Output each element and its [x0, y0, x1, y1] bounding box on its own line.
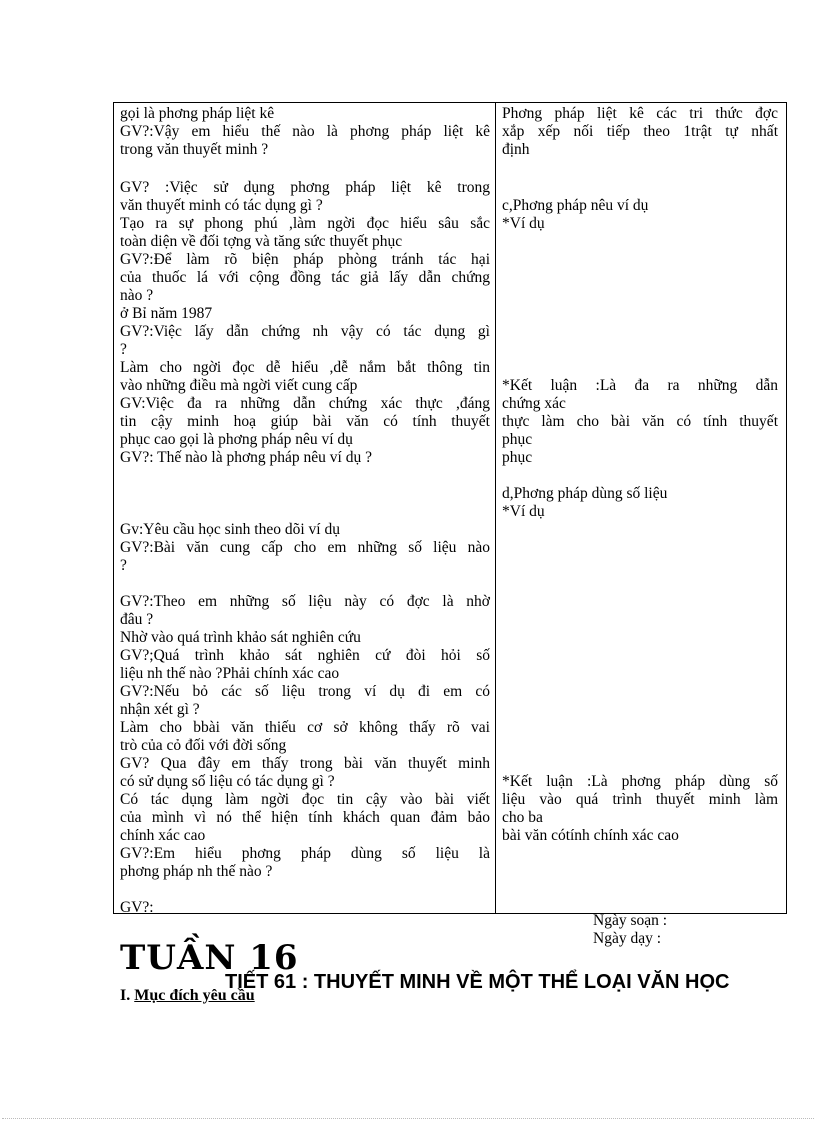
- teacher-line: văn thuyết minh có tác dụng gì ?: [120, 197, 323, 214]
- teacher-line: chính xác cao: [120, 827, 206, 844]
- content-line: thực làm cho bài văn có tính thuyết: [502, 413, 778, 430]
- teacher-line: GV?:Việc lấy dẫn chứng nh vậy có tác dụng gì: [120, 323, 490, 340]
- teacher-line: liệu nh thế nào ?Phải chính xác cao: [120, 665, 340, 682]
- teacher-line: phơng pháp nh thế nào ?: [120, 863, 273, 880]
- teacher-line: ở Bỉ năm 1987: [120, 305, 213, 322]
- section-number: I.: [120, 987, 135, 1004]
- content-line: d,Phơng pháp dùng số liệu: [502, 485, 668, 502]
- teacher-line: Có tác dụng làm ngời đọc tin cậy vào bài viết: [120, 791, 490, 808]
- teacher-line: GV?:Bài văn cung cấp cho em những số liệu nào: [120, 539, 490, 556]
- teacher-line: nhận xét gì ?: [120, 701, 200, 718]
- teacher-line: của mình vì nó thể hiện tính khách quan đảm bảo: [120, 809, 490, 826]
- content-line: cho ba: [502, 809, 543, 826]
- teacher-line: GV?:Vậy em hiểu thế nào là phơng pháp liệt kê: [120, 123, 490, 140]
- teacher-line: ?: [120, 341, 127, 358]
- teacher-line: GV?: Thế nào là phơng pháp nêu ví dụ ?: [120, 449, 372, 466]
- teacher-line: ?: [120, 557, 127, 574]
- teacher-line: trong văn thuyết minh ?: [120, 141, 269, 158]
- week-heading: TUẦN 16: [120, 938, 299, 978]
- teacher-line: GV?:Để làm rõ biện pháp phòng tránh tác hại: [120, 251, 490, 268]
- lesson-table: [113, 102, 787, 914]
- content-line: *Kết luận :Là phơng pháp dùng số: [502, 773, 778, 790]
- teacher-line: Gv:Yêu cầu học sinh theo dõi ví dụ: [120, 521, 340, 538]
- content-line: chứng xác: [502, 395, 566, 412]
- teacher-line: GV?:Nếu bỏ các số liệu trong ví dụ đi em có: [120, 683, 490, 700]
- teacher-line: gọi là phơng pháp liệt kê: [120, 105, 275, 122]
- content-line: xắp xếp nối tiếp theo 1trật tự nhất: [502, 123, 778, 140]
- teacher-line: GV?;Quá trình khảo sát nghiên cứ đòi hỏi số: [120, 647, 490, 664]
- prep-date-label: Ngày soạn :: [593, 912, 668, 929]
- teacher-line: Nhờ vào quá trình khảo sát nghiên cứu: [120, 629, 361, 646]
- content-line: c,Phơng pháp nêu ví dụ: [502, 197, 649, 214]
- page-edge: [2, 1118, 814, 1119]
- teacher-line: tin cậy minh hoạ giúp bài văn có tính thuyết: [120, 413, 490, 430]
- teacher-line: đâu ?: [120, 611, 154, 628]
- teacher-line: toàn diện về đối tợng và tăng sức thuyết phục: [120, 233, 403, 250]
- teacher-line: Làm cho bbài văn thiếu cơ sở không thấy rõ vai: [120, 719, 490, 736]
- lesson-title: TIẾT 61 : THUYẾT MINH VỀ MỘT THỂ LOẠI VĂN HỌC: [225, 971, 730, 993]
- column-divider: [495, 103, 496, 913]
- teacher-line: GV?:Em hiểu phơng pháp dùng số liệu là: [120, 845, 490, 862]
- content-line: *Ví dụ: [502, 215, 545, 232]
- content-line: *Kết luận :Là đa ra những dẫn: [502, 377, 778, 394]
- teacher-line: của thuốc lá với cộng đồng tác giả lấy dẫn chứng: [120, 269, 490, 286]
- content-line: liệu vào quá trình thuyết minh làm: [502, 791, 778, 808]
- teacher-line: có sử dụng số liệu có tác dụng gì ?: [120, 773, 335, 790]
- teacher-line: phục cao gọi là phơng pháp nêu ví dụ: [120, 431, 353, 448]
- content-line: phục: [502, 449, 533, 466]
- teacher-line: Làm cho ngời đọc dễ hiểu ,dễ nắm bắt thông tin: [120, 359, 490, 376]
- teach-date-label: Ngày dạy :: [593, 930, 662, 947]
- teacher-line: GV? :Việc sử dụng phơng pháp liệt kê trong: [120, 179, 490, 196]
- section-title: Mục đích yêu cầu: [134, 987, 255, 1004]
- teacher-line: GV?:Theo em những số liệu này có đợc là nhờ: [120, 593, 490, 610]
- teacher-line: nào ?: [120, 287, 154, 304]
- teacher-line: vào những điều mà ngời viết cung cấp: [120, 377, 358, 394]
- footer-rule-left: [496, 913, 580, 914]
- teacher-line: GV? Qua đây em thấy trong bài văn thuyết minh: [120, 755, 490, 772]
- content-line: định: [502, 141, 530, 158]
- footer-rule-right: [700, 913, 787, 914]
- teacher-line: Tạo ra sự phong phú ,làm ngời đọc hiểu sâu sắc: [120, 215, 490, 232]
- teacher-line: GV:Việc đa ra những dẫn chứng xác thực ,đáng: [120, 395, 490, 412]
- content-line: Phơng pháp liệt kê các tri thức đợc: [502, 105, 778, 122]
- content-line: *Ví dụ: [502, 503, 545, 520]
- teacher-line: trò của cỏ đối với đời sống: [120, 737, 287, 754]
- content-line: bài văn cótính chính xác cao: [502, 827, 679, 844]
- content-line: phục: [502, 431, 533, 448]
- section-heading: [120, 986, 255, 1006]
- teacher-line: GV?:: [120, 899, 154, 916]
